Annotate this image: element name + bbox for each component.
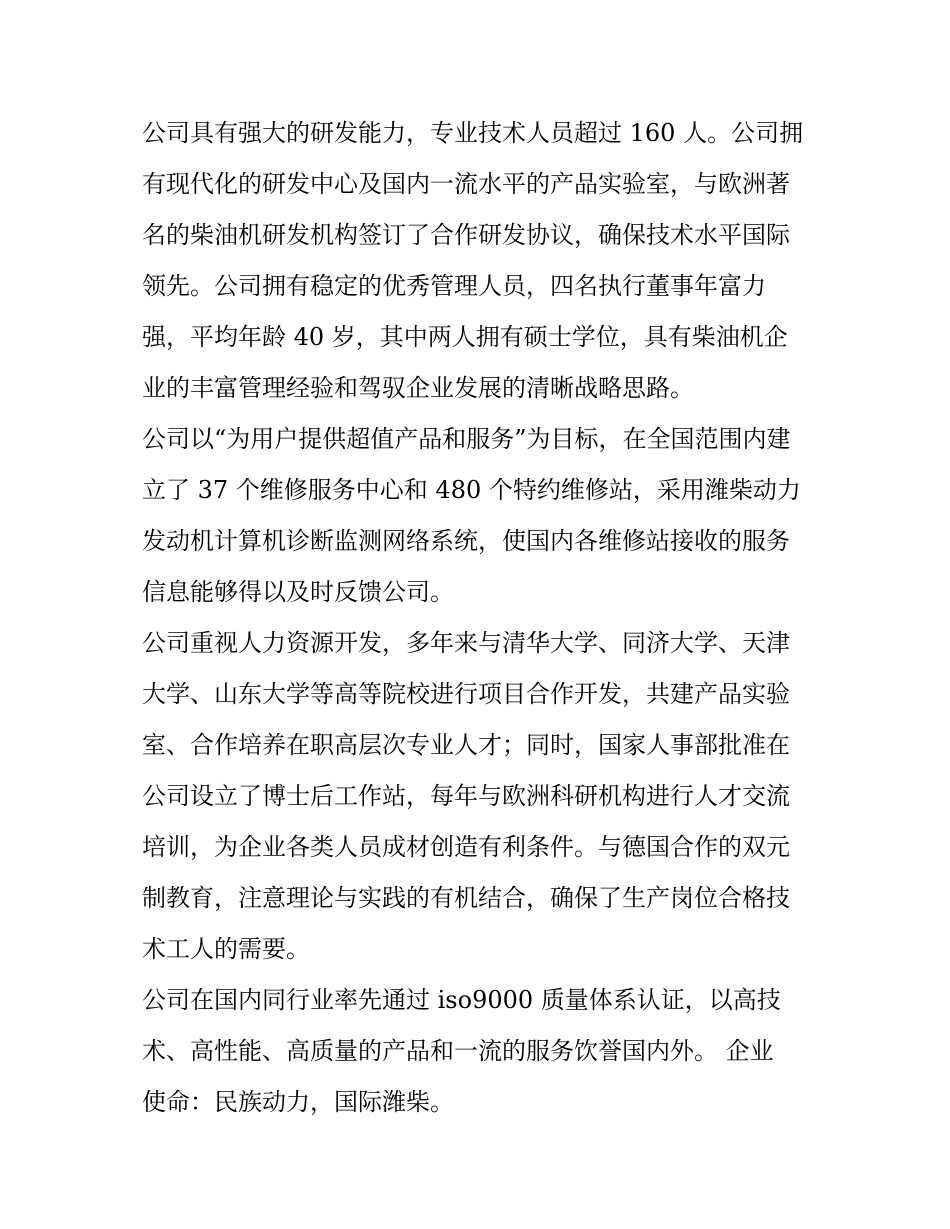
text-line: 培训，为企业各类人员成材创造有利条件。与德国合作的双元 [142,833,790,861]
text-line: 信息能够得以及时反馈公司。 [142,578,454,606]
paragraph-human-resources [142,618,822,975]
text-line: 公司重视人力资源开发，多年来与清华大学、同济大学、天津 [142,629,790,657]
text-line: 制教育，注意理论与实践的有机结合，确保了生产岗位合格技 [142,884,790,912]
text-line: 立了 37 个维修服务中心和 480 个特约维修站，采用潍柴动力 [142,476,801,504]
paragraph-rd-capability [142,108,822,414]
text-line: 发动机计算机诊断监测网络系统，使国内各维修站接收的服务 [142,527,790,555]
text-line: 使命：民族动力，国际潍柴。 [142,1088,454,1116]
text-line: 公司设立了博士后工作站，每年与欧洲科研机构进行人才交流 [142,782,790,810]
text-line: 公司在国内同行业率先通过 iso9000 质量体系认证，以高技 [142,986,781,1014]
text-line: 业的丰富管理经验和驾驭企业发展的清晰战略思路。 [142,374,694,402]
paragraph-service-network [142,414,822,618]
text-line: 名的柴油机研发机构签订了合作研发协议，确保技术水平国际 [142,221,790,249]
text-line: 室、合作培养在职高层次专业人才；同时，国家人事部批准在 [142,731,790,759]
text-line: 强，平均年龄 40 岁，其中两人拥有硕士学位，具有柴油机企 [142,323,788,351]
text-line: 大学、山东大学等高等院校进行项目合作开发，共建产品实验 [142,680,790,708]
paragraph-quality-mission [142,975,822,1128]
text-line: 领先。公司拥有稳定的优秀管理人员，四名执行董事年富力 [142,272,766,300]
text-line: 有现代化的研发中心及国内一流水平的产品实验室，与欧洲著 [142,170,790,198]
text-line: 术工人的需要。 [142,935,310,963]
text-line: 术、高性能、高质量的产品和一流的服务饮誉国内外。 企业 [142,1037,774,1065]
text-line: 公司具有强大的研发能力，专业技术人员超过 160 人。公司拥 [142,119,804,147]
document-body [142,108,822,1128]
text-line: 公司以“为用户提供超值产品和服务”为目标，在全国范围内建 [142,425,791,453]
